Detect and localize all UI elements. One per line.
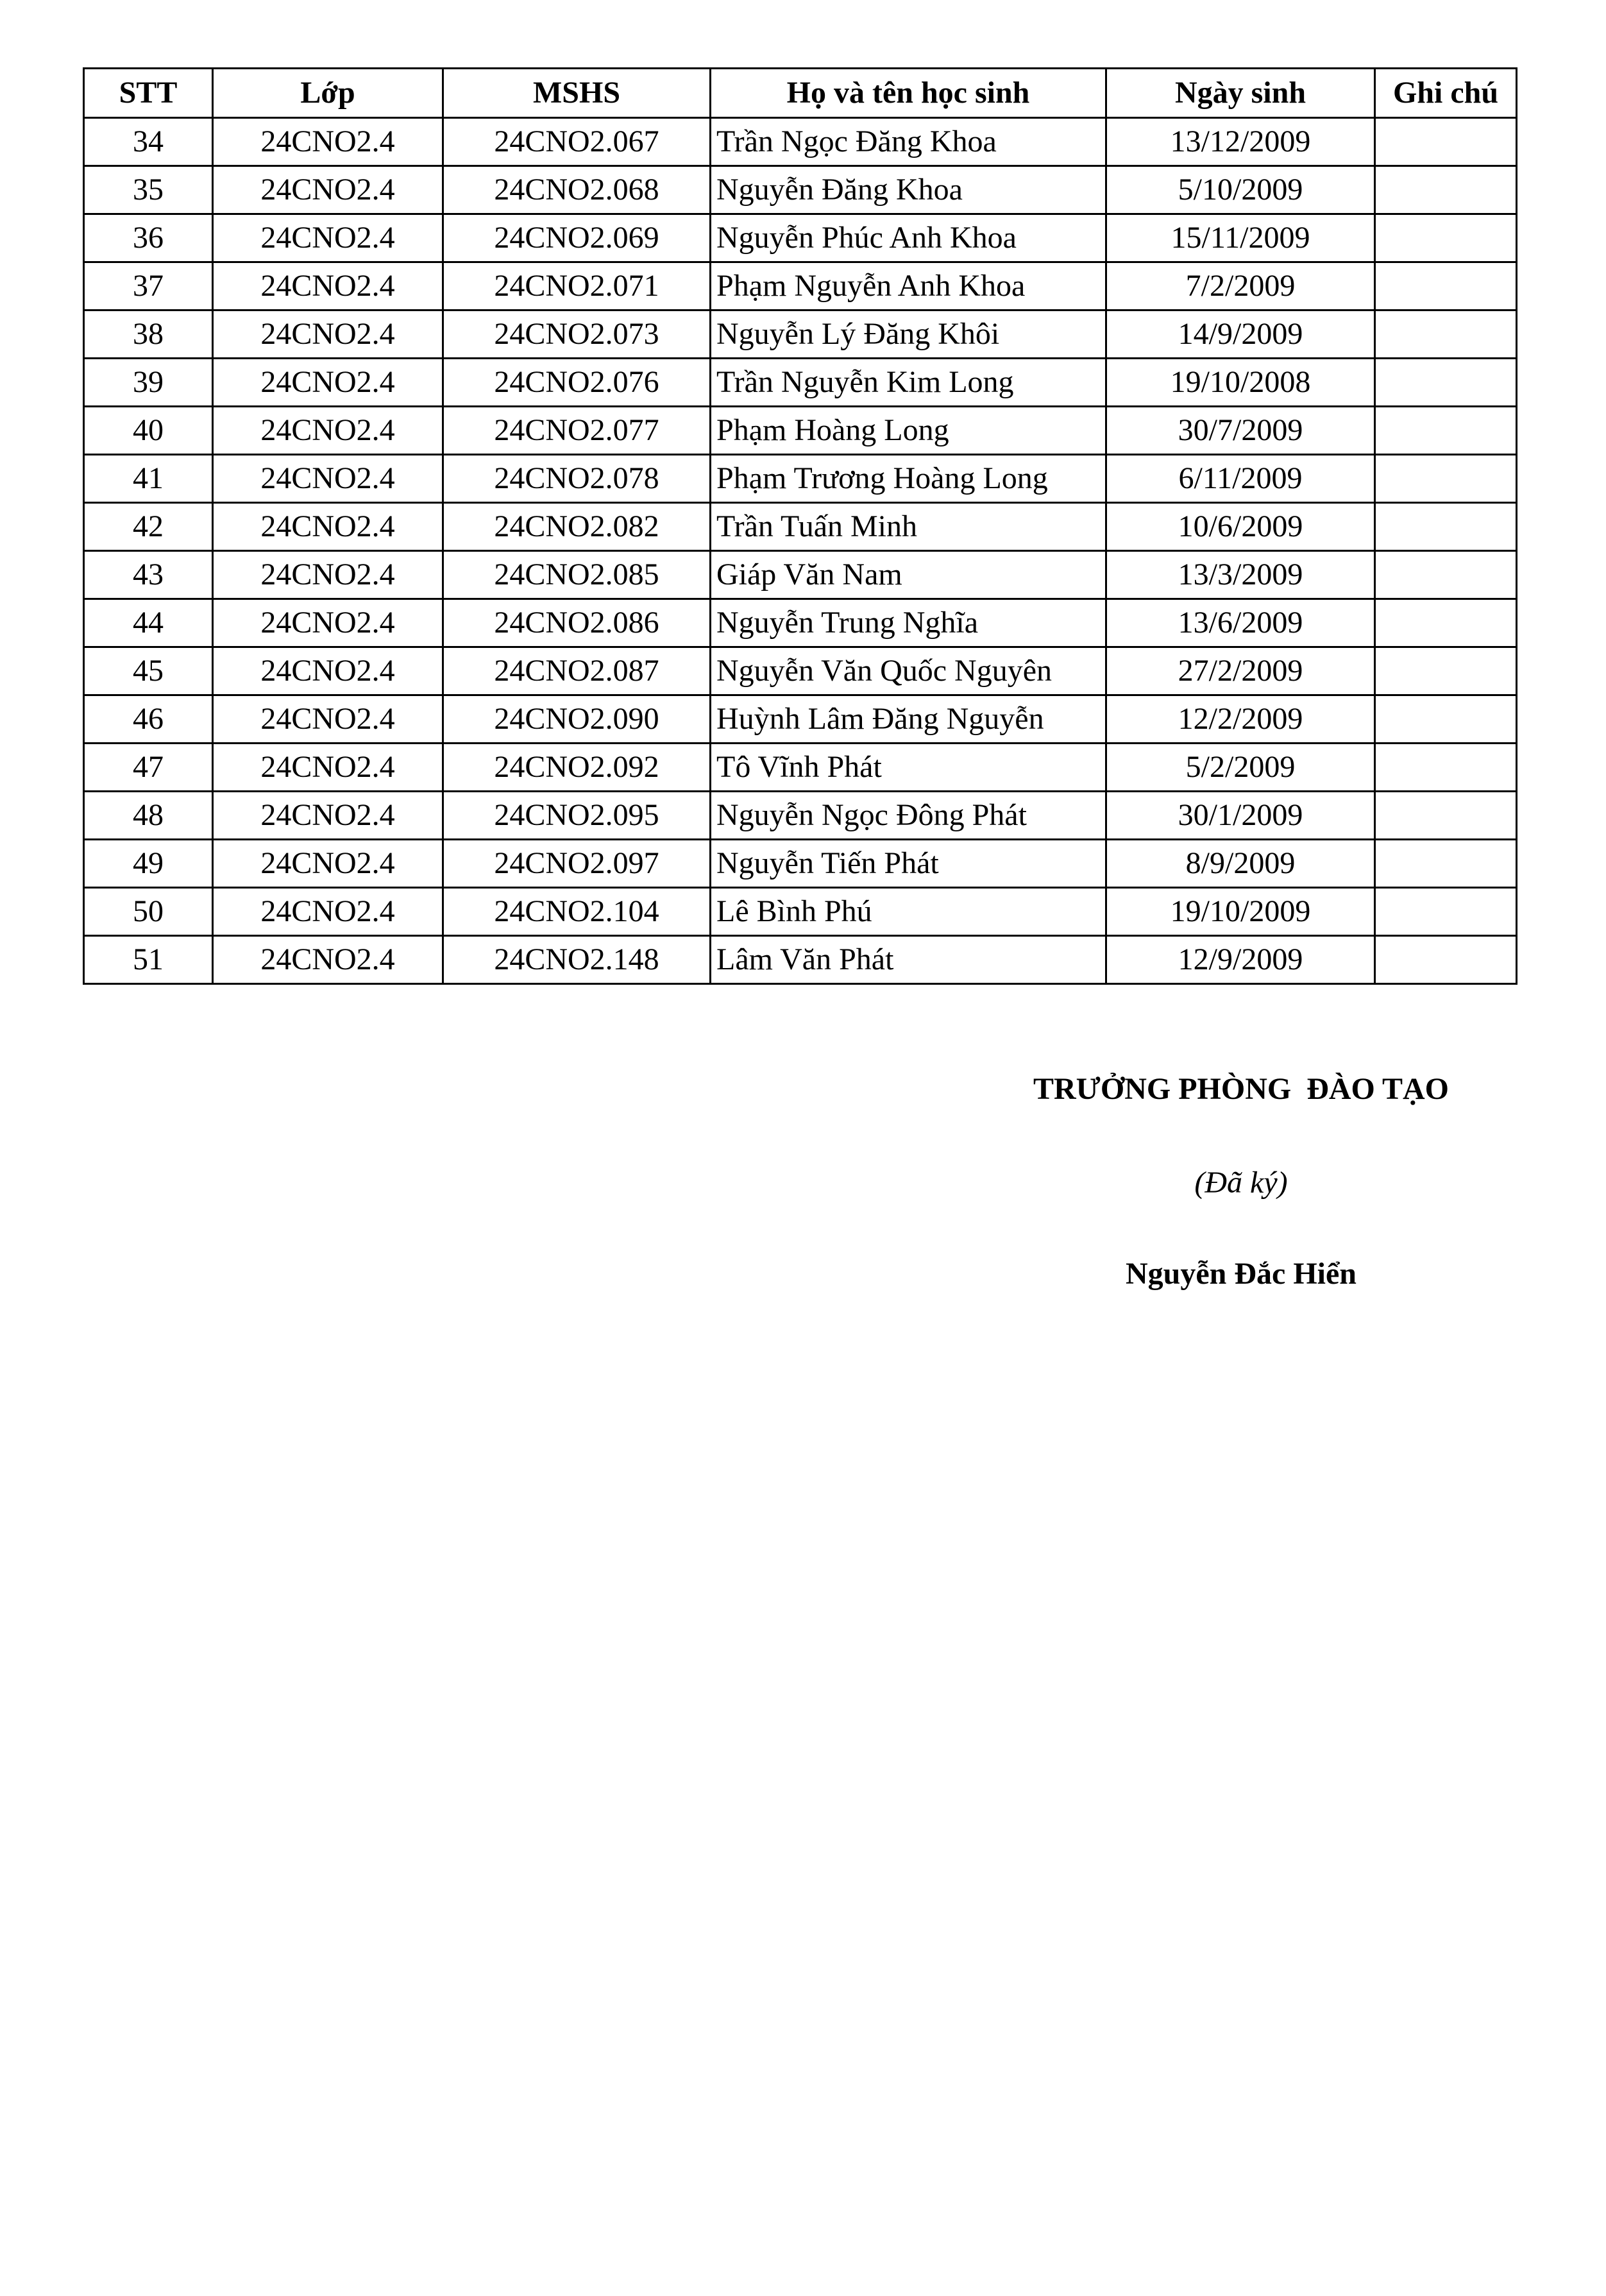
cell-note [1375,936,1517,984]
table-row [84,744,1517,792]
cell-stt: 36 [84,214,213,262]
cell-student-name: Huỳnh Lâm Đăng Nguyễn [711,695,1106,744]
cell-student-id: 24CNO2.086 [443,599,711,647]
cell-stt: 40 [84,407,213,455]
header-student-id: MSHS [443,69,711,118]
signature-title: TRƯỞNG PHÒNG ĐÀO TẠO [1033,1072,1450,1106]
cell-student-id: 24CNO2.068 [443,166,711,214]
cell-stt: 51 [84,936,213,984]
header-class: Lớp [213,69,443,118]
cell-note [1375,647,1517,695]
cell-stt: 47 [84,744,213,792]
cell-student-name: Phạm Nguyễn Anh Khoa [711,262,1106,310]
cell-stt: 48 [84,792,213,840]
cell-date-of-birth: 7/2/2009 [1106,262,1375,310]
cell-class: 24CNO2.4 [213,407,443,455]
cell-student-id: 24CNO2.069 [443,214,711,262]
cell-student-id: 24CNO2.082 [443,503,711,551]
table-row [84,310,1517,359]
cell-class: 24CNO2.4 [213,840,443,888]
table-row [84,888,1517,936]
cell-student-id: 24CNO2.087 [443,647,711,695]
cell-student-id: 24CNO2.078 [443,455,711,503]
cell-note [1375,792,1517,840]
cell-class: 24CNO2.4 [213,695,443,744]
cell-class: 24CNO2.4 [213,455,443,503]
cell-note [1375,695,1517,744]
cell-note [1375,359,1517,407]
cell-student-name: Nguyễn Đăng Khoa [711,166,1106,214]
cell-date-of-birth: 10/6/2009 [1106,503,1375,551]
table-row [84,407,1517,455]
header-student-name: Họ và tên học sinh [711,69,1106,118]
cell-note [1375,888,1517,936]
cell-student-id: 24CNO2.090 [443,695,711,744]
cell-student-name: Lê Bình Phú [711,888,1106,936]
table-header-row [84,69,1517,118]
cell-student-id: 24CNO2.067 [443,118,711,166]
cell-class: 24CNO2.4 [213,359,443,407]
cell-stt: 38 [84,310,213,359]
header-date-of-birth: Ngày sinh [1106,69,1375,118]
cell-student-id: 24CNO2.097 [443,840,711,888]
cell-student-id: 24CNO2.077 [443,407,711,455]
table-row [84,599,1517,647]
table-row [84,214,1517,262]
cell-stt: 45 [84,647,213,695]
cell-class: 24CNO2.4 [213,310,443,359]
cell-stt: 39 [84,359,213,407]
cell-student-id: 24CNO2.092 [443,744,711,792]
cell-stt: 34 [84,118,213,166]
cell-stt: 49 [84,840,213,888]
cell-date-of-birth: 8/9/2009 [1106,840,1375,888]
cell-student-name: Nguyễn Tiến Phát [711,840,1106,888]
cell-note [1375,551,1517,599]
table-row [84,647,1517,695]
cell-stt: 46 [84,695,213,744]
cell-date-of-birth: 12/2/2009 [1106,695,1375,744]
table-body [84,118,1517,984]
cell-student-name: Nguyễn Ngọc Đông Phát [711,792,1106,840]
table-row [84,166,1517,214]
cell-class: 24CNO2.4 [213,888,443,936]
cell-class: 24CNO2.4 [213,118,443,166]
signature-note: (Đã ký) [1194,1166,1288,1200]
cell-date-of-birth: 12/9/2009 [1106,936,1375,984]
cell-note [1375,310,1517,359]
cell-class: 24CNO2.4 [213,503,443,551]
cell-date-of-birth: 19/10/2008 [1106,359,1375,407]
cell-date-of-birth: 15/11/2009 [1106,214,1375,262]
cell-date-of-birth: 13/3/2009 [1106,551,1375,599]
cell-date-of-birth: 13/12/2009 [1106,118,1375,166]
cell-stt: 37 [84,262,213,310]
cell-class: 24CNO2.4 [213,214,443,262]
cell-date-of-birth: 5/10/2009 [1106,166,1375,214]
table-row [84,792,1517,840]
cell-class: 24CNO2.4 [213,166,443,214]
cell-student-name: Trần Ngọc Đăng Khoa [711,118,1106,166]
cell-stt: 50 [84,888,213,936]
cell-student-name: Trần Nguyễn Kim Long [711,359,1106,407]
cell-student-id: 24CNO2.095 [443,792,711,840]
cell-class: 24CNO2.4 [213,936,443,984]
cell-student-name: Nguyễn Phúc Anh Khoa [711,214,1106,262]
cell-student-id: 24CNO2.076 [443,359,711,407]
cell-note [1375,407,1517,455]
table-row [84,840,1517,888]
cell-note [1375,840,1517,888]
cell-date-of-birth: 30/7/2009 [1106,407,1375,455]
cell-class: 24CNO2.4 [213,599,443,647]
cell-date-of-birth: 30/1/2009 [1106,792,1375,840]
cell-note [1375,503,1517,551]
cell-note [1375,214,1517,262]
student-table [83,67,1517,985]
cell-class: 24CNO2.4 [213,551,443,599]
cell-note [1375,744,1517,792]
cell-date-of-birth: 27/2/2009 [1106,647,1375,695]
cell-class: 24CNO2.4 [213,792,443,840]
cell-student-name: Lâm Văn Phát [711,936,1106,984]
cell-student-id: 24CNO2.085 [443,551,711,599]
cell-student-name: Phạm Trương Hoàng Long [711,455,1106,503]
cell-note [1375,118,1517,166]
cell-date-of-birth: 13/6/2009 [1106,599,1375,647]
cell-student-name: Nguyễn Văn Quốc Nguyên [711,647,1106,695]
cell-date-of-birth: 19/10/2009 [1106,888,1375,936]
table-row [84,936,1517,984]
table-row [84,359,1517,407]
cell-student-name: Tô Vĩnh Phát [711,744,1106,792]
cell-class: 24CNO2.4 [213,647,443,695]
cell-note [1375,599,1517,647]
cell-class: 24CNO2.4 [213,262,443,310]
cell-student-name: Trần Tuấn Minh [711,503,1106,551]
cell-student-id: 24CNO2.071 [443,262,711,310]
table-row [84,118,1517,166]
cell-stt: 41 [84,455,213,503]
cell-student-name: Nguyễn Trung Nghĩa [711,599,1106,647]
header-note: Ghi chú [1375,69,1517,118]
table-row [84,551,1517,599]
table-row [84,695,1517,744]
cell-stt: 42 [84,503,213,551]
cell-class: 24CNO2.4 [213,744,443,792]
cell-student-name: Giáp Văn Nam [711,551,1106,599]
cell-stt: 35 [84,166,213,214]
cell-date-of-birth: 14/9/2009 [1106,310,1375,359]
cell-student-id: 24CNO2.073 [443,310,711,359]
cell-note [1375,166,1517,214]
cell-date-of-birth: 5/2/2009 [1106,744,1375,792]
cell-note [1375,455,1517,503]
cell-stt: 44 [84,599,213,647]
table-row [84,455,1517,503]
cell-student-name: Nguyễn Lý Đăng Khôi [711,310,1106,359]
table-row [84,503,1517,551]
cell-note [1375,262,1517,310]
cell-student-id: 24CNO2.148 [443,936,711,984]
cell-student-name: Phạm Hoàng Long [711,407,1106,455]
cell-date-of-birth: 6/11/2009 [1106,455,1375,503]
table-row [84,262,1517,310]
header-stt: STT [84,69,213,118]
signature-name: Nguyễn Đắc Hiển [1126,1257,1357,1291]
cell-stt: 43 [84,551,213,599]
cell-student-id: 24CNO2.104 [443,888,711,936]
